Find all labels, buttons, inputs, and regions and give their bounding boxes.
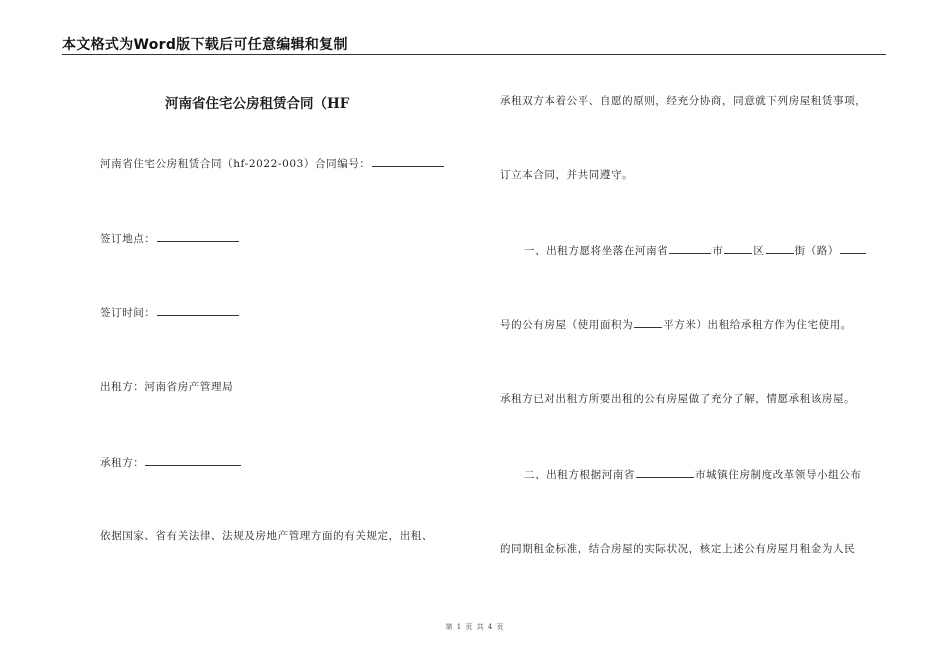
clause-2-line-1 [524,467,862,482]
lessor-line [100,380,233,394]
clause-1-line-3 [500,392,855,406]
signing-time-label: 签订时间： [100,307,156,319]
lessee-line [100,455,242,470]
contract-number-blank[interactable] [372,156,444,167]
document-header [62,34,886,55]
paragraph-1-line-2 [500,168,633,182]
clause-1-line-1 [524,243,867,258]
header-banner: 本文格式为Word版下载后可任意编辑和复制 [62,37,348,53]
signing-place-label: 签订地点： [100,233,156,245]
clause-2-text-2: 市城镇住房制度改革领导小组公布 [695,469,862,481]
signing-time-blank[interactable] [157,305,239,316]
contract-number-label: 河南省住宅公房租赁合同（hf-2022-003）合同编号： [100,158,371,170]
clause-1-text-6: 平方米）出租给承租方作为住宅使用。 [663,319,852,331]
clause-2-text-1: 二、出租方根据河南省 [524,469,635,481]
lessor-text: 出租方：河南省房产管理局 [100,381,234,393]
street-number-blank[interactable] [840,243,866,254]
basis-line [100,529,433,543]
signing-place-blank[interactable] [157,231,239,242]
city-blank-2[interactable] [636,467,694,478]
document-title: 河南省住宅公房租赁合同（HF [165,96,350,112]
lessee-blank[interactable] [145,455,241,466]
page-number: 第 1 页 共 4 页 [445,623,505,631]
clause-2-line-2 [500,542,855,556]
clause-1-text-7: 承租方已对出租方所要出租的公有房屋做了充分了解，情愿承租该房屋。 [500,393,856,405]
clause-1-text-4: 街（路） [794,245,839,257]
clause-2-text-3: 的同期租金标准，结合房屋的实际状况，核定上述公有房屋月租金为人民 [500,543,856,555]
contract-number-line [100,156,445,171]
district-blank[interactable] [724,243,752,254]
signing-time-line [100,305,240,320]
city-blank[interactable] [669,243,711,254]
area-blank[interactable] [634,317,662,328]
basis-text: 依据国家、省有关法律、法规及房地产管理方面的有关规定，出租、 [100,530,433,542]
paragraph-1-text-b: 订立本合同，并共同遵守。 [500,169,634,181]
clause-1-text-3: 区 [753,245,765,257]
signing-place-line [100,231,240,246]
street-blank[interactable] [766,243,794,254]
lessee-label: 承租方： [100,457,145,469]
paragraph-1-text-a: 承租双方本着公平、自愿的原则，经充分协商，同意就下列房屋租赁事项， [500,95,867,107]
clause-1-text-5: 号的公有房屋（使用面积为 [500,319,634,331]
page-footer [0,622,950,632]
clause-1-text-1: 一、出租方愿将坐落在河南省 [524,245,669,257]
paragraph-1-line-1 [500,94,866,108]
clause-1-line-2 [500,317,852,332]
clause-1-text-2: 市 [712,245,724,257]
